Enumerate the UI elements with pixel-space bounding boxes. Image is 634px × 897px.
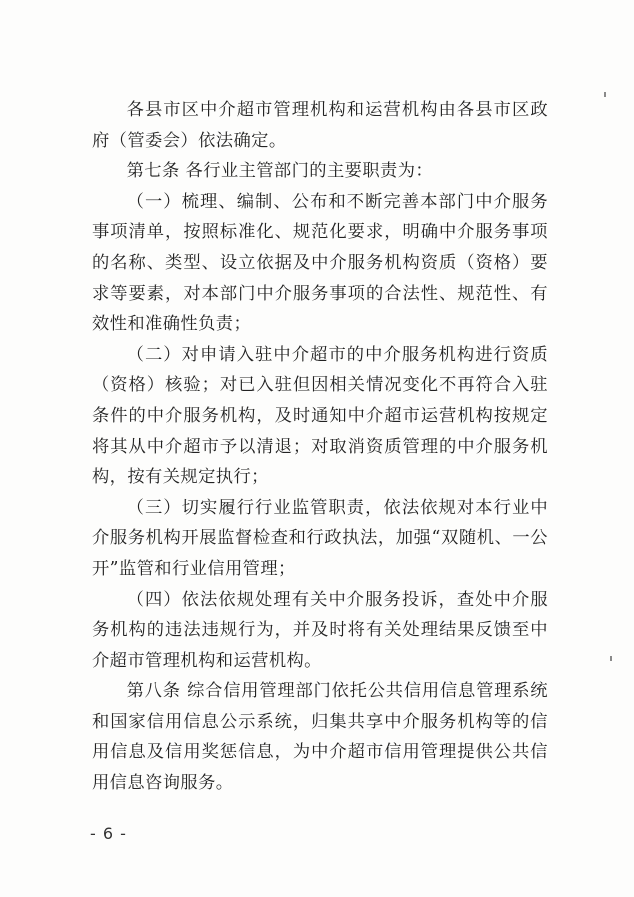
scan-mark [610,656,612,661]
article-8: 第八条 综合信用管理部门依托公共信用信息管理系统和国家信用信息公示系统，归集共享中介服务机构等的信用信息及信用奖惩信息，为中介超市信用管理提供公共信用信息咨询服务。 [92,681,548,794]
document-body [92,95,548,799]
article-7-heading: 第七条 各行业主管部门的主要职责为： [126,161,434,182]
article-7-item-2: （二）对申请入驻中介超市的中介服务机构进行资质（资格）核验；对已入驻但因相关情况变化不再符合入驻条件的中介服务机构，及时通知中介超市运营机构按规定将其从中介超市予以清退；对取消资质管理的中介服务机构，按有关规定执行； [92,344,548,488]
article-7-item-1: （一）梳理、编制、公布和不断完善本部门中介服务事项清单，按照标准化、规范化要求，明确中介服务事项的名称、类型、设立依据及中介服务机构资质（资格）要求等要素，对本部门中介服务事项的合法性、规范性、有效性和准确性负责； [92,191,548,335]
page-number: - 6 - [90,824,127,843]
paragraph-county-agencies: 各县市区中介超市管理机构和运营机构由各县市区政府（管委会）依法确定。 [92,100,548,151]
article-7-item-3: （三）切实履行行业监管职责，依法依规对本行业中介服务机构开展监督检查和行政执法，加强“双随机、一公开”监管和行业信用管理； [92,497,548,579]
scan-mark [604,92,606,97]
article-7-item-4: （四）依法依规处理有关中介服务投诉，查处中介服务机构的违法违规行为，并及时将有关处理结果反馈至中介超市管理机构和运营机构。 [92,589,548,671]
